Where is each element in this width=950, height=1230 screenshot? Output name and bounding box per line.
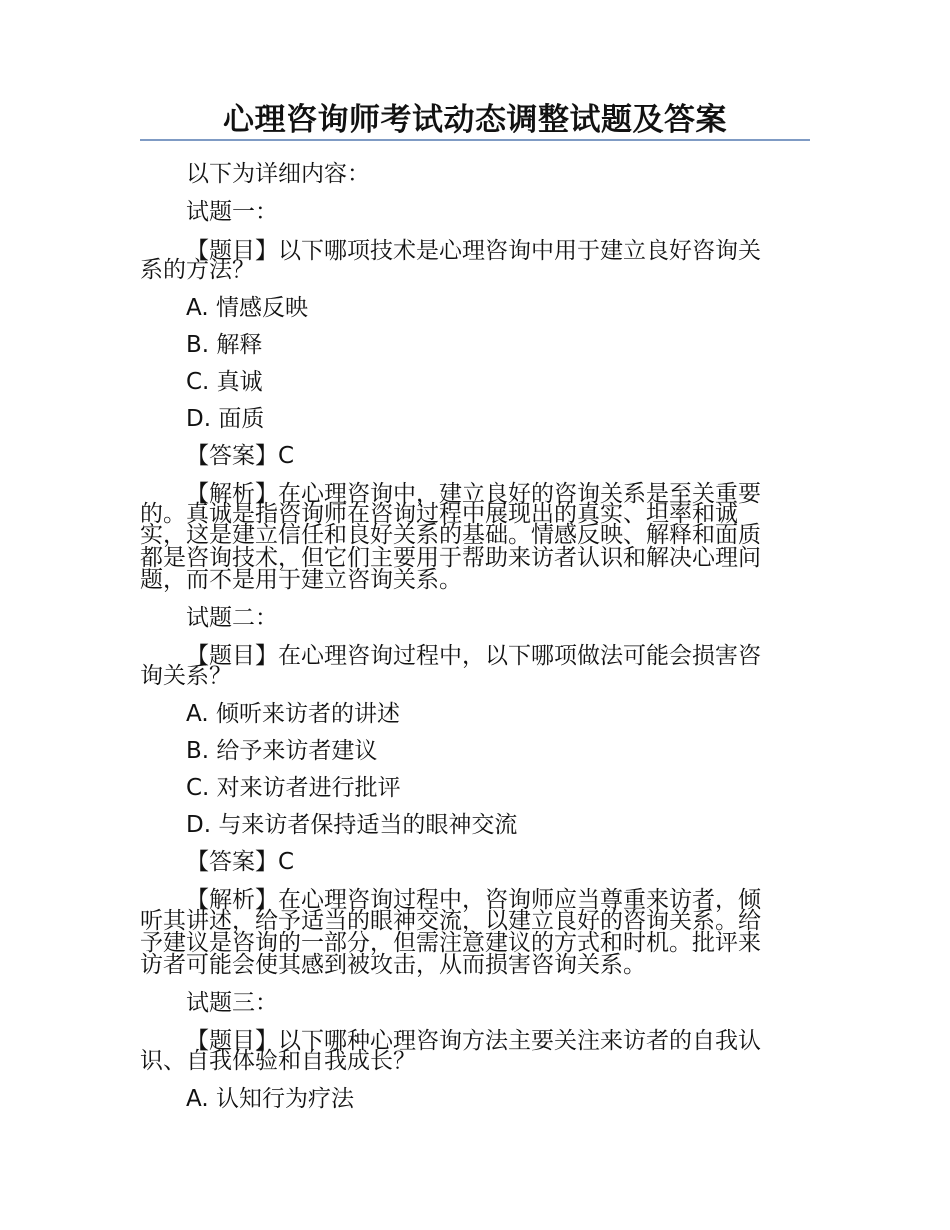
q2-analysis-line-1: 【解析】在心理咨询过程中，咨询师应当尊重来访者，倾: [186, 887, 761, 913]
title-underline: [140, 139, 810, 141]
intro-text: 以下为详细内容：: [186, 161, 370, 187]
q1-analysis-line-2: 的。真诚是指咨询师在咨询过程中展现出的真实、坦率和诚: [140, 501, 738, 527]
q2-question-line-1: 【题目】在心理咨询过程中，以下哪项做法可能会损害咨: [186, 643, 761, 669]
q1-option-b: B. 解释: [186, 332, 263, 358]
q1-analysis-line-4: 都是咨询技术，但它们主要用于帮助来访者认识和解决心理问: [140, 545, 761, 571]
q3-question-line-1: 【题目】以下哪种心理咨询方法主要关注来访者的自我认: [186, 1028, 761, 1054]
q3-option-a: A. 认知行为疗法: [186, 1086, 354, 1112]
q2-question-line-2: 询关系？: [140, 663, 232, 689]
q2-option-a: A. 倾听来访者的讲述: [186, 701, 400, 727]
q2-analysis-line-4: 访者可能会使其感到被攻击，从而损害咨询关系。: [140, 952, 646, 978]
q1-analysis-line-5: 题，而不是用于建立咨询关系。: [140, 567, 462, 593]
q2-option-b: B. 给予来访者建议: [186, 738, 378, 764]
q1-question-line-2: 系的方法？: [140, 257, 255, 283]
q2-option-c: C. 对来访者进行批评: [186, 775, 401, 801]
q1-question-line-1: 【题目】以下哪项技术是心理咨询中用于建立良好咨询关: [186, 238, 761, 264]
q2-option-d: D. 与来访者保持适当的眼神交流: [186, 812, 518, 838]
q2-analysis-line-3: 予建议是咨询的一部分，但需注意建议的方式和时机。批评来: [140, 930, 761, 956]
q3-heading: 试题三：: [186, 990, 278, 1016]
q2-analysis-line-2: 听其讲述，给予适当的眼神交流，以建立良好的咨询关系。给: [140, 908, 761, 934]
q1-heading: 试题一：: [186, 199, 278, 225]
q2-heading: 试题二：: [186, 605, 278, 631]
q1-answer: 【答案】C: [186, 443, 295, 469]
q2-answer: 【答案】C: [186, 849, 295, 875]
document-title: 心理咨询师考试动态调整试题及答案: [223, 102, 727, 138]
q3-question-line-2: 识、自我体验和自我成长？: [140, 1048, 416, 1074]
q1-analysis-line-1: 【解析】在心理咨询中，建立良好的咨询关系是至关重要: [186, 481, 761, 507]
q1-analysis-line-3: 实，这是建立信任和良好关系的基础。情感反映、解释和面质: [140, 522, 761, 548]
q1-option-a: A. 情感反映: [186, 295, 308, 321]
q1-option-d: D. 面质: [186, 406, 265, 432]
q1-option-c: C. 真诚: [186, 369, 263, 395]
